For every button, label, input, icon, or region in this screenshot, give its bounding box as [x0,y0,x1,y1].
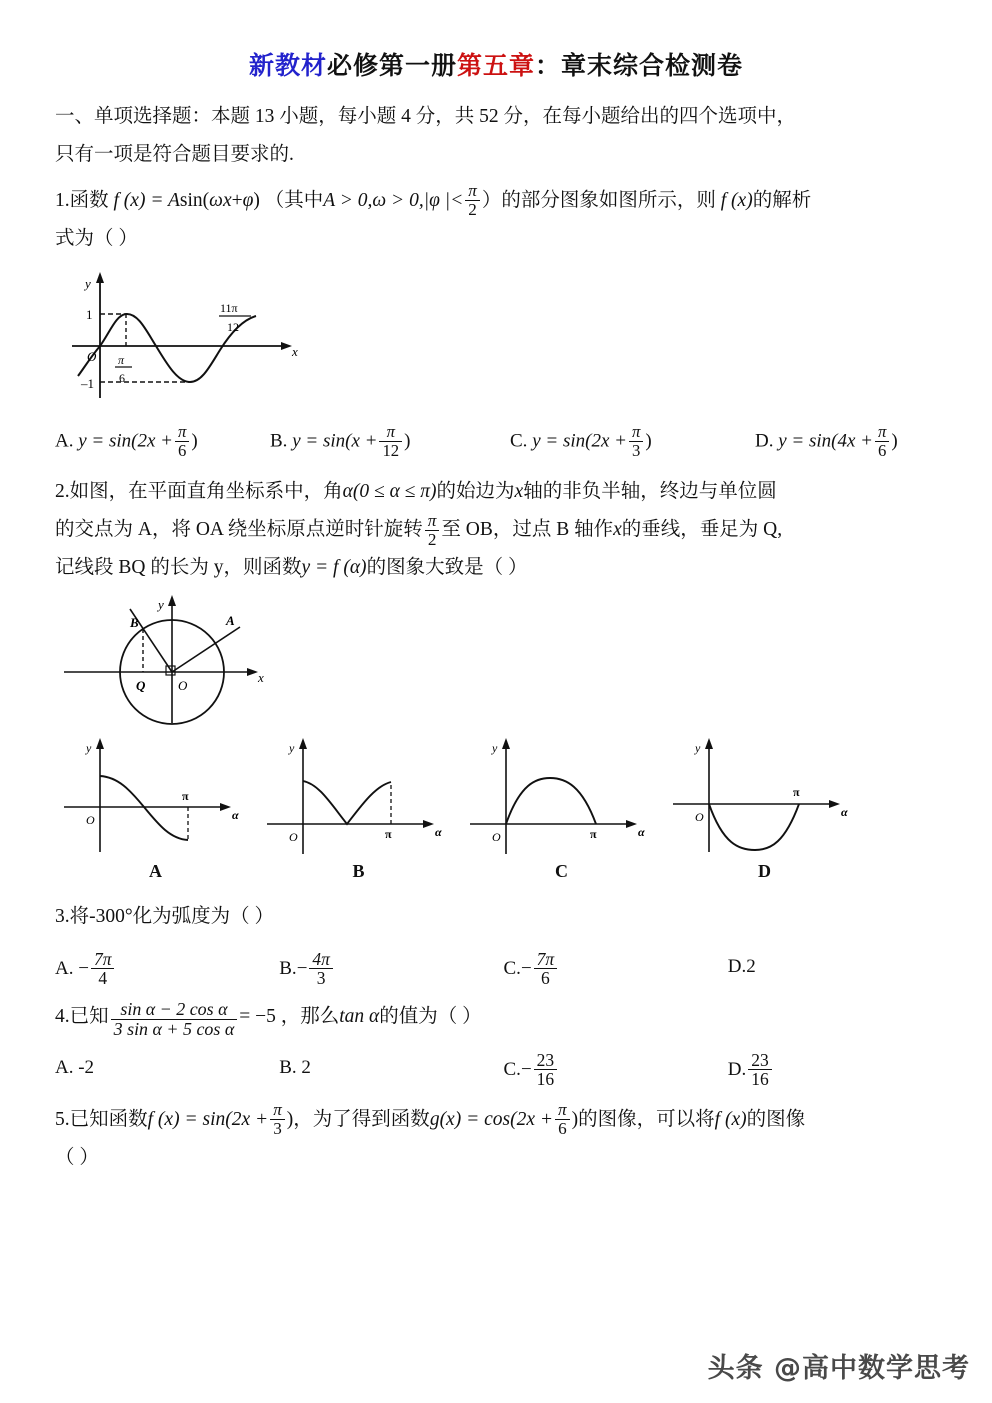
title-part-chapter: 第五章 [457,53,536,80]
q2-fig-origin: O [178,678,188,694]
section-line-1: 一、单项选择题：本题 13 小题，每小题 4 分，共 52 分，在每小题给出的四个选项中， [55,106,797,127]
q2-choice-graph-d[interactable] [667,732,862,882]
q2-fig-point-a: A [226,613,235,629]
question-3-line-1: 3.将-300°化为弧度为（ ） [55,906,275,928]
q1-option-c-label: C. [510,430,528,452]
q1-option-a[interactable]: A. y = sin(2x + $\frac{\pi}{6}$ ) [55,422,198,460]
question-3-stem [0,882,992,936]
q4-option-c[interactable]: C.− $\frac{23}{16}$ [504,1051,728,1089]
title-part-volume: 必修第一册 [326,53,457,80]
q1-option-a-expr: y = sin(2x + [78,430,173,452]
question-2-line-3 [55,549,940,587]
q2-line1-b: 的始边为 [436,481,515,503]
q1-sin-op: sin( [179,190,210,211]
q5-mid: ，为了得到函数 [293,1108,430,1130]
q1-fig-peak-num: π [118,353,125,367]
choice-c-svg [464,732,659,860]
q1-fig-tick-neg1: –1 [81,376,94,391]
q1-fig-zero-den: 12 [227,320,239,334]
choice-d-x: α [841,805,848,820]
question-1-figure [0,258,992,413]
choice-a-pi: π [182,789,189,804]
q1-function-expr: f (x) = A [113,190,180,211]
choice-b-svg [261,732,456,860]
question-1-options [0,423,992,459]
q1-option-d-expr: y = sin(4x + [778,430,873,452]
q1-fig-tick-1: 1 [86,307,93,322]
q2-choice-b-label: B [352,861,365,882]
q1-fig-origin: O [87,349,97,364]
page-title [0,0,992,82]
choice-b-pi: π [385,827,392,842]
q2-line3-b: 的图象大致是（ ） [366,557,528,579]
question-2-circle-figure [0,587,992,732]
q1-option-c-expr: y = sin(2x + [532,430,627,452]
title-part-suffix: ：章末综合检测卷 [535,53,744,80]
q4-option-d[interactable]: D. $\frac{23}{16}$ [728,1051,952,1089]
q2-choice-a-label: A [149,861,162,882]
section-instructions [0,82,992,174]
q1-cond-open: （其中 [264,190,324,211]
q2-rot-num: π [427,510,437,530]
q3-option-b[interactable]: B.− $\frac{4\pi}{3}$ [279,950,503,988]
choice-c-y: y [492,741,498,756]
q4-equals: = −5 ，那么 [239,1005,340,1027]
question-1-line-1 [55,182,940,220]
question-5-stem [0,1093,992,1177]
q5-lead: 5.已知函数 [55,1108,148,1130]
question-3-options [0,950,992,988]
q5-tail-2: 的图像 [746,1108,806,1130]
question-4-stem [0,992,992,1039]
q4-tan: tan α [339,1005,380,1027]
question-2-line-2 [55,511,940,549]
question-2-stem [0,463,992,587]
q2-line2-a: 的交点为 A，将 OA 绕坐标原点逆时针旋转 [55,519,423,541]
choice-c-origin: O [492,830,501,845]
q5-tail: 的图像，可以将 [578,1108,715,1130]
q1-fx: f (x) [720,190,753,211]
question-4-line-1 [55,998,940,1039]
q4-frac-num: sin α − 2 cos α [120,999,228,1020]
q1-rparen: ) [253,190,260,211]
question-5-line-1: 5.已知函数f (x) = sin(2x + $\frac{\pi}{3}$ )，为了得到函数g(x) = cos(2x + $\frac{\pi}{6}$ )的图像，可以将f (x)的图像 [55,1100,806,1139]
q1-tail-1: 的部分图象如图所示，则 [501,190,716,211]
section-line-2: 只有一项是符合题目要求的. [55,144,294,165]
q1-tail-2: 的解析 [752,190,812,211]
q1-plus: + [231,190,243,211]
q5-fx: f (x) [714,1108,747,1130]
q1-cond-omega: ω > 0,| [372,190,430,211]
choice-d-svg [667,732,862,860]
q2-line3-a: 记线段 BQ 的长为 y，则函数 [55,557,302,579]
title-part-new-textbook: 新教材 [248,53,327,80]
choice-b-origin: O [289,830,298,845]
q4-fraction [111,1000,238,1039]
choice-d-origin: O [695,810,704,825]
q2-line1-x: x [514,481,524,503]
question-2-choice-graphs [0,732,992,882]
q2-fig-point-b: B [130,615,139,631]
choice-b-x: α [435,825,442,840]
unit-circle-svg [62,587,272,727]
footer-watermark: 头条 @高中数学思考 [707,1353,970,1384]
q4-option-b[interactable]: B. 2 [279,1057,311,1079]
q5-g-expr: g(x) = cos(2x + [429,1108,554,1130]
sine-graph-svg [70,258,310,408]
q2-line1-a: 2.如图，在平面直角坐标系中，角 [55,481,343,503]
q4-option-a[interactable]: A. -2 [55,1057,95,1079]
q1-option-a-label: A. [55,430,74,452]
q3-option-a[interactable]: A. − $\frac{7\pi}{4}$ [55,950,279,988]
q1-option-d-label: D. [755,430,774,452]
q1-fig-zero-num: 11π [220,301,238,315]
question-4-options [0,1051,992,1089]
q2-fig-y-label: y [158,597,164,613]
choice-a-y: y [86,741,92,756]
q2-line2-b: 至 OB，过点 B 轴作 [441,519,614,541]
question-1-stem [0,174,992,258]
choice-d-y: y [695,741,701,756]
q2-line1-c: 轴的非负半轴，终边与单位圆 [523,481,777,503]
q1-fig-y-label: y [85,276,91,291]
question-1-line-2: 式为（ ） [55,228,138,249]
q2-rot-den: 2 [425,530,440,549]
q2-alpha-range: α(0 ≤ α ≤ π) [342,481,437,503]
q1-omega-x: ωx [209,190,232,211]
q2-choice-graph-a[interactable] [58,732,253,882]
q4-tail: 的值为（ ） [379,1005,482,1027]
choice-a-origin: O [86,813,95,828]
q1-phi: φ [242,190,254,211]
q1-fig-peak-den: 6 [119,371,125,385]
q1-phi-bound-fraction [465,182,480,219]
q1-option-b-label: B. [270,430,288,452]
q1-option-b[interactable]: B. y = sin(x + $\frac{\pi}{12}$ ) [270,422,411,460]
q3-option-c[interactable]: C.− $\frac{7\pi}{6}$ [504,950,728,988]
q1-fig-x-label: x [292,344,298,359]
q1-option-c[interactable]: C. y = sin(2x + $\frac{\pi}{3}$ ) [510,422,652,460]
q2-choice-d-label: D [758,861,771,882]
q1-phi-bound-den: 2 [465,200,480,219]
q2-line2-x: x [613,519,622,541]
choice-c-x: α [638,825,645,840]
q2-choice-graph-b[interactable] [261,732,456,882]
q2-fig-x-label: x [258,670,264,686]
q2-choice-graph-c[interactable] [464,732,659,882]
q5-f-expr: f (x) = sin(2x + [147,1108,269,1130]
q2-line2-c: 的垂线，垂足为 Q, [621,519,783,541]
q2-fig-point-q: Q [136,678,146,694]
choice-a-svg [58,732,253,860]
q2-choice-c-label: C [555,861,568,882]
q1-cond-phi: φ |< [429,190,464,211]
choice-c-pi: π [590,827,597,842]
q1-option-b-expr: y = sin(x + [292,430,378,452]
q1-cond-close: ） [481,190,502,211]
question-5-line-2: （ ） [55,1146,99,1168]
q2-function-y: y = f (α) [301,557,367,579]
q1-lead: 1.函数 [55,190,109,211]
q4-frac-den: 3 sin α + 5 cos α [111,1019,238,1039]
question-2-line-1 [55,473,940,511]
q1-cond-a: A > 0, [323,190,373,211]
q3-option-d[interactable]: D.2 [727,956,756,978]
choice-a-x: α [232,808,239,823]
choice-d-pi: π [793,785,800,800]
q1-phi-bound-num: π [468,181,477,201]
q1-option-d[interactable]: D. y = sin(4x + $\frac{\pi}{6}$ ) [755,422,898,460]
q4-lead: 4.已知 [55,1005,109,1027]
choice-b-y: y [289,741,295,756]
